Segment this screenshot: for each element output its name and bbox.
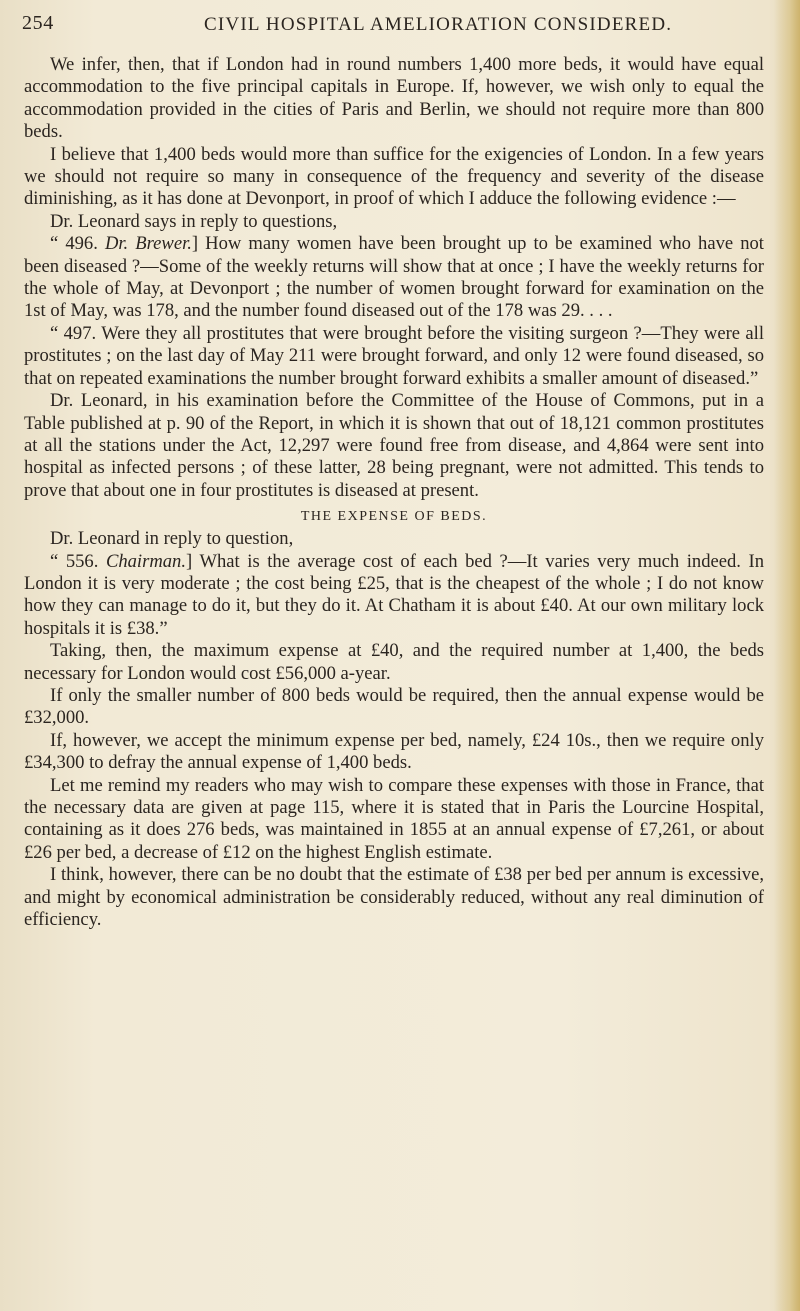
question-number: “ 556. — [50, 550, 106, 572]
section-heading: THE EXPENSE OF BEDS. — [300, 509, 488, 525]
page-edge-shadow — [774, 0, 800, 1311]
paragraph: Dr. Leonard, in his examination before the Committee of the House of Commons, put in a Table published at p. 90 of the Report, in which it is shown that out of 18,121 common prostitutes at all the stations under the Act, 12,297 were found free from disease, and 4,864 were sent into hospital as infected persons ; of these latter, 28 being pregnant, were not admitted. This tends to prove that about one in four prostitutes is diseased at present. — [24, 390, 764, 501]
paragraph: If only the smaller number of 800 beds would be required, then the annual expense would be £32,000. — [24, 684, 764, 729]
questioner-name: Dr. Brewer. — [104, 233, 192, 255]
paragraph: Taking, then, the maximum expense at £40, and the required number at 1,400, the beds necessary for London would cost £56,000 a-year. — [24, 640, 764, 684]
paragraph: Dr. Leonard in reply to question, — [50, 528, 294, 550]
paragraph: “ 497. Were they all prostitutes that were brought before the visiting surgeon ?—They were all prostitutes ; on the last day of May 211 were brought forward, and only 12 were found diseased, so that on repeated examinations the number brought forward exhibits a smaller amount of diseased.” — [24, 322, 764, 389]
paragraph: I think, however, there can be no doubt that the estimate of £38 per bed per annum is excessive, and might by economical administration be considerably reduced, without any real diminution of efficiency. — [24, 864, 764, 931]
answer-text: ] What is the average cost of each bed ?—It varies very much indeed. In London it is very moderate ; the cost being £25, that is the cheapest of the whole ; I do not know how they can manage to do it, but they do it. At Chatham it is about £40. At our own military lock hospitals it is £38.” — [24, 550, 764, 639]
paragraph: Let me remind my readers who may wish to compare these expenses with those in France, that the necessary data are given at page 115, where it is stated that in Paris the Lourcine Hospital, containing as it does 276 beds, was maintained in 1855 at an annual expense of £7,261, or about £26 per bed, a decrease of £12 on the highest English estimate. — [24, 774, 764, 863]
page-body — [24, 54, 764, 931]
page-header — [22, 12, 762, 42]
paragraph: We infer, then, that if London had in round numbers 1,400 more beds, it would have equal accommodation to the five principal capitals in Europe. If, however, we wish only to equal the accommodation provided in the cities of Paris and Berlin, we should not require more than 800 beds. — [24, 54, 764, 143]
paragraph: Dr. Leonard says in reply to questions, — [50, 210, 338, 232]
answer-text: ] How many women have been brought up to be examined who have not been diseased ?—Some of the weekly returns will show that at once ; I have the weekly returns for the whole of May, at Devonport ; the number of women brought forward for examination on the 1st of May, was 178, and the number found diseased out of the 178 was 29. . . . — [24, 233, 764, 322]
quoted-answer-496 — [24, 233, 764, 323]
questioner-name: Chairman. — [105, 550, 187, 572]
paragraph: If, however, we accept the minimum expense per bed, namely, £24 10s., then we require only £34,300 to defray the annual expense of 1,400 beds. — [24, 729, 764, 774]
quoted-answer-556 — [24, 551, 764, 641]
question-number: “ 496. — [50, 233, 105, 255]
page-number: 254 — [22, 12, 54, 34]
running-head: CIVIL HOSPITAL AMELIORATION CONSIDERED. — [204, 14, 673, 35]
paragraph: I believe that 1,400 beds would more than suffice for the exigencies of London. In a few years we should not require so many in consequence of the frequency and severity of the disease diminishing, as it has done at Devonport, in proof of which I adduce the following evidence :— — [24, 143, 764, 210]
